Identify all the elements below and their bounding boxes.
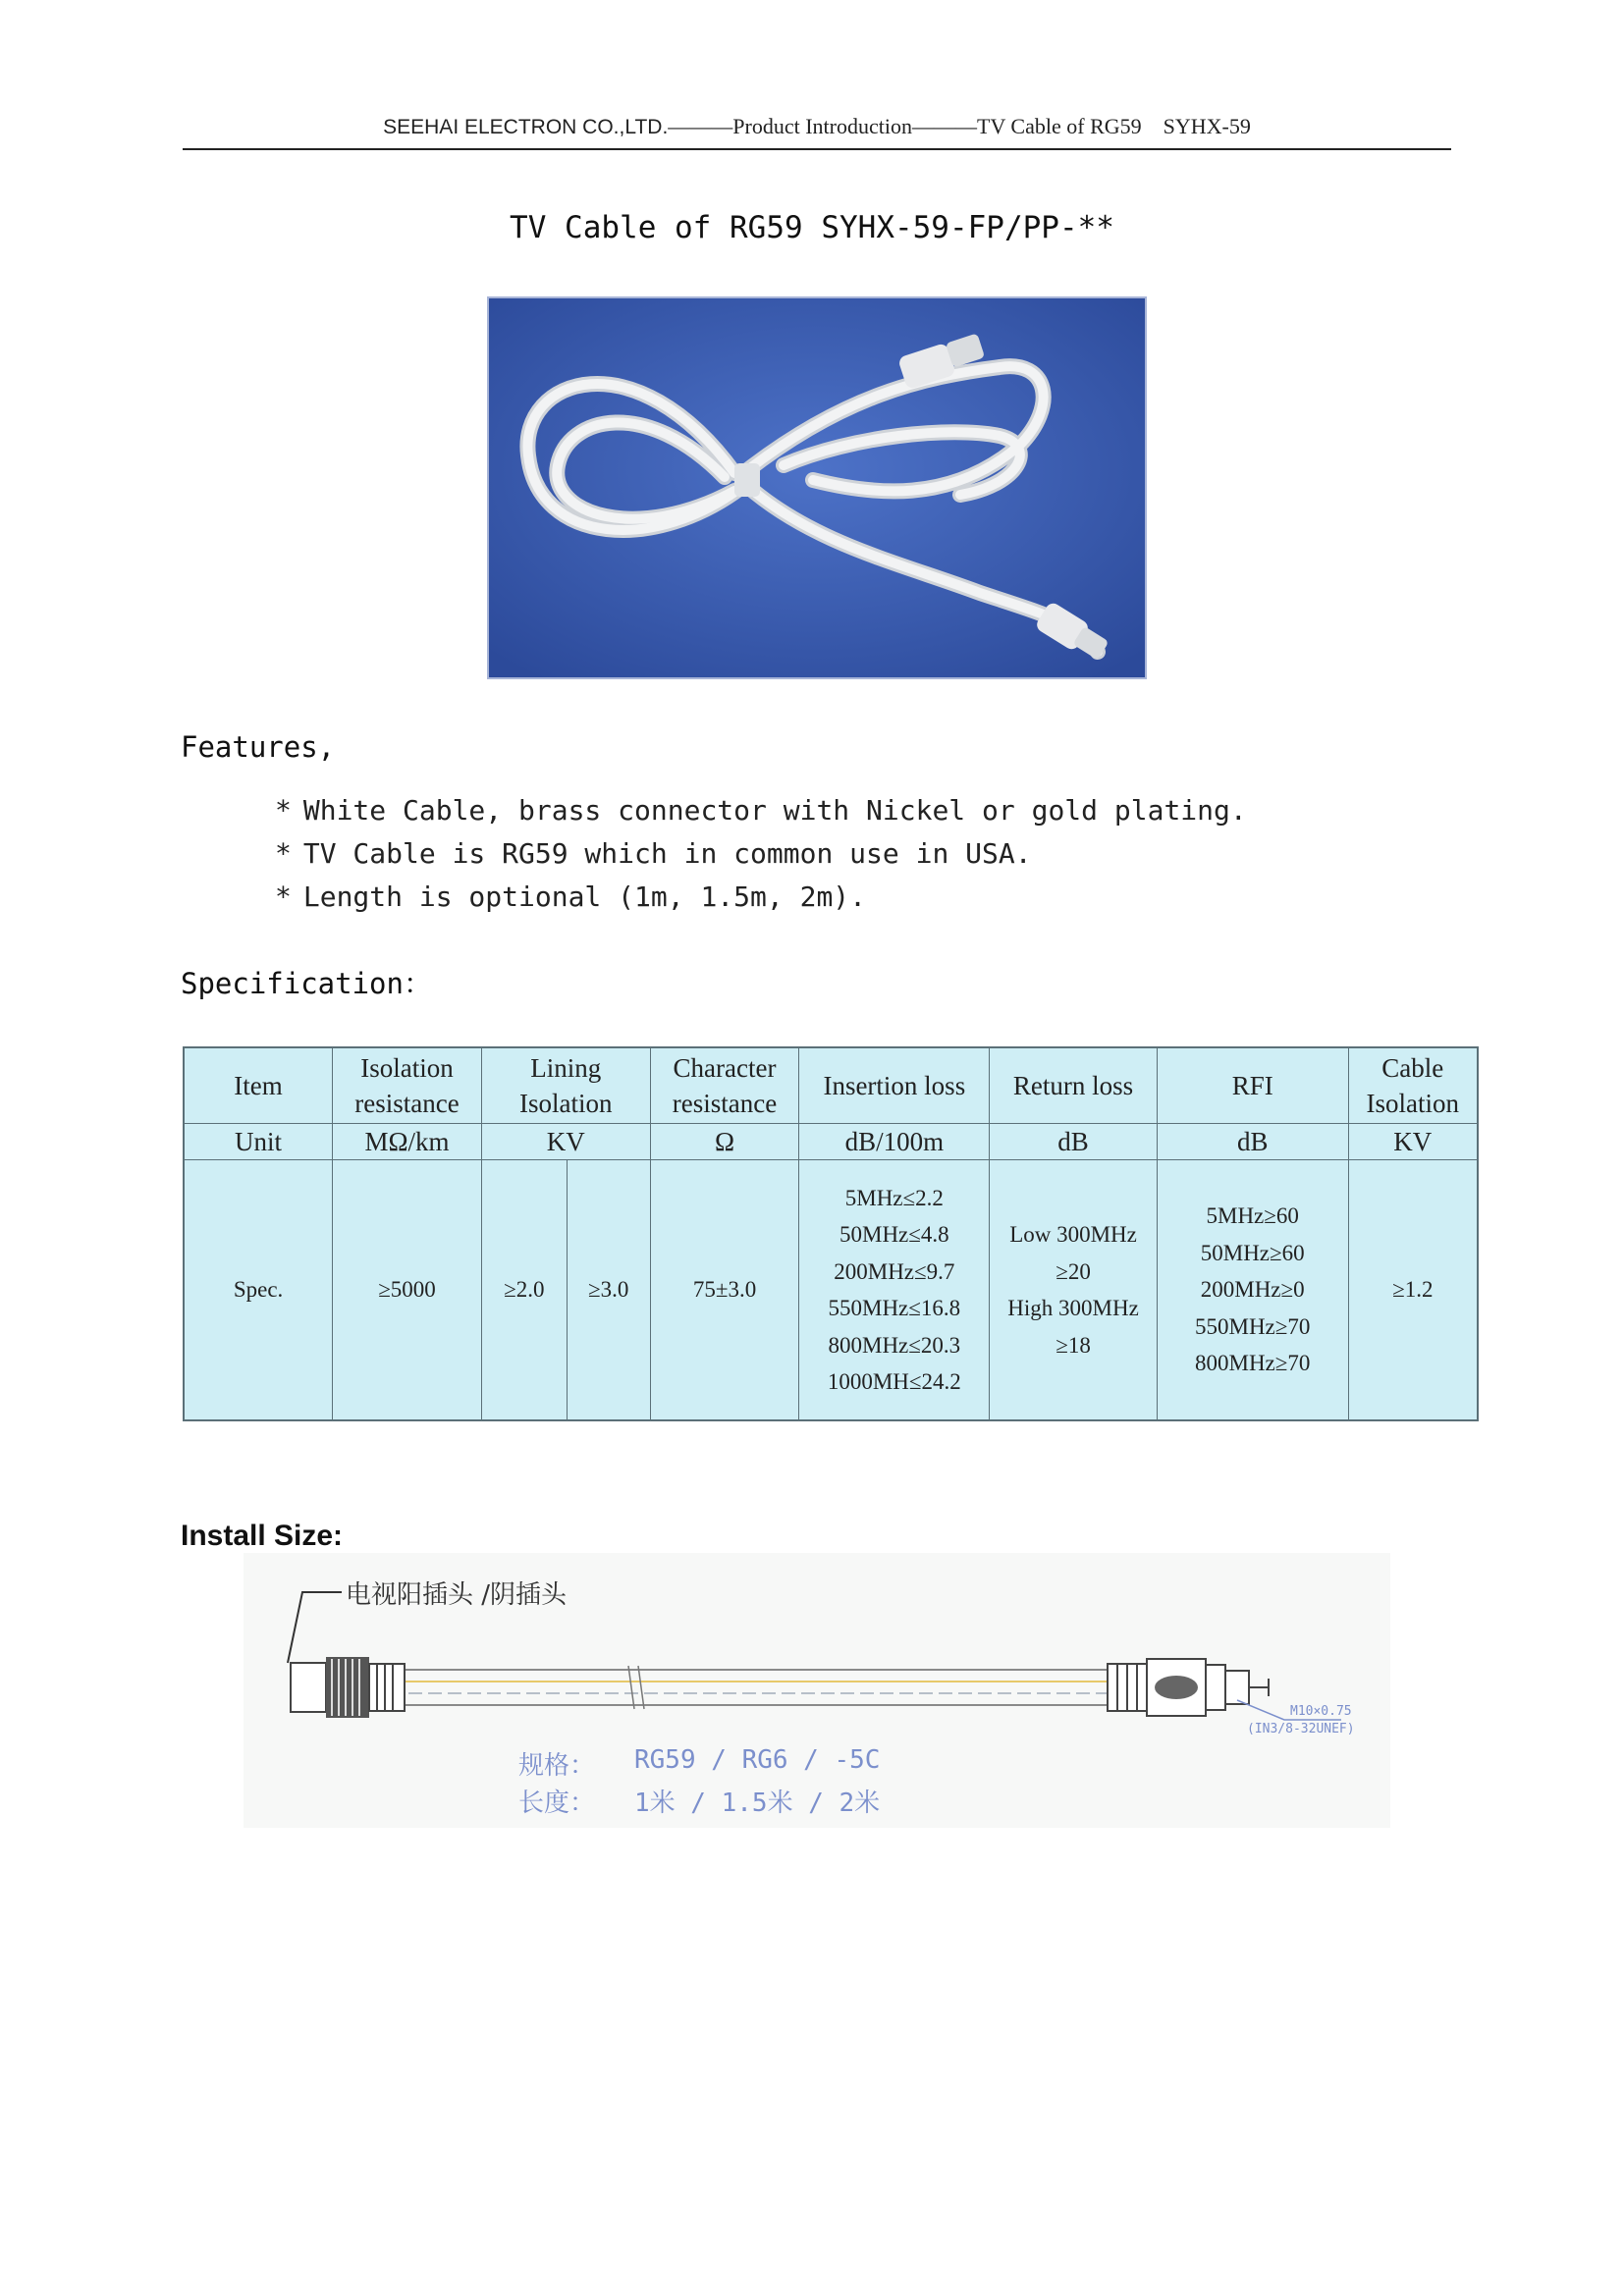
header-return-loss: Return loss [990, 1047, 1158, 1124]
unit-cable: KV [1348, 1124, 1478, 1160]
list-item: * TV Cable is RG59 which in common use in USA. [275, 837, 1032, 870]
unit-insertion: dB/100m [799, 1124, 990, 1160]
bullet-star: * [275, 881, 292, 913]
header-dash: ——— [668, 114, 733, 138]
spec-lining-b: ≥3.0 [567, 1160, 650, 1421]
table-row [184, 1160, 1478, 1421]
table-row [184, 1124, 1478, 1160]
length-note-label: 长度： [518, 1789, 596, 1818]
unit-isolation-resistance: MΩ/km [333, 1124, 482, 1160]
bullet-star: * [275, 837, 292, 870]
unit-label: Unit [184, 1124, 333, 1160]
header-lining-isolation: Lining Isolation [481, 1047, 650, 1124]
length-note-value: 1米 / 1.5米 / 2米 [634, 1789, 881, 1818]
spec-note-label: 规格： [518, 1751, 596, 1781]
header-cable-isolation: Cable Isolation [1348, 1047, 1478, 1124]
header-item: Item [184, 1047, 333, 1124]
specification-table [183, 1046, 1479, 1421]
list-item: * Length is optional (1m, 1.5m, 2m). [275, 881, 867, 913]
spec-lining-a: ≥2.0 [481, 1160, 567, 1421]
header-insertion-loss: Insertion loss [799, 1047, 990, 1124]
spec-insertion: 5MHz≤2.2 50MHz≤4.8 200MHz≤9.7 550MHz≤16.8 800MHz≤20.3 1000MH≤24.2 [799, 1160, 990, 1421]
header-isolation-resistance: Isolation resistance [333, 1047, 482, 1124]
unit-lining: KV [481, 1124, 650, 1160]
header-company: SEEHAI ELECTRON CO.,LTD. [383, 116, 669, 138]
spec-isolation-resistance: ≥5000 [333, 1160, 482, 1421]
bullet-star: * [275, 794, 292, 827]
header-product: TV Cable of RG59 [977, 114, 1142, 138]
unit-character: Ω [650, 1124, 799, 1160]
spec-cable: ≥1.2 [1348, 1160, 1478, 1421]
unit-return: dB [990, 1124, 1158, 1160]
header-divider [183, 148, 1451, 150]
header-character-resistance: Character resistance [650, 1047, 799, 1124]
connector-label: 电视阳插头 /阴插头 [346, 1580, 568, 1610]
spec-label: Spec. [184, 1160, 333, 1421]
unit-rfi: dB [1157, 1124, 1348, 1160]
specification-heading: Specification： [181, 967, 432, 1000]
list-item: * White Cable, brass connector with Nickel or gold plating. [275, 794, 1247, 827]
thread-standard: (IN3/8-32UNEF) [1247, 1722, 1355, 1736]
header-dash: ——— [912, 114, 977, 138]
page-header [183, 114, 1451, 139]
spec-character: 75±3.0 [650, 1160, 799, 1421]
header-rfi: RFI [1157, 1047, 1348, 1124]
spec-note-value: RG59 / RG6 / -5C [634, 1745, 881, 1775]
spec-return: Low 300MHz ≥20 High 300MHz ≥18 [990, 1160, 1158, 1421]
spec-rfi: 5MHz≥60 50MHz≥60 200MHz≥0 550MHz≥70 800MHz≥70 [1157, 1160, 1348, 1421]
page-title: TV Cable of RG59 SYHX-59-FP/PP-** [510, 210, 1114, 245]
header-model: SYHX-59 [1163, 114, 1251, 138]
product-photo [487, 296, 1147, 679]
install-size-drawing [244, 1553, 1390, 1828]
features-heading: Features, [181, 730, 336, 764]
header-section: Product Introduction [732, 114, 912, 138]
install-size-heading: Install Size: [181, 1520, 344, 1552]
thread-size: M10×0.75 [1290, 1704, 1352, 1719]
features-list [275, 789, 1247, 919]
table-row [184, 1047, 1478, 1124]
